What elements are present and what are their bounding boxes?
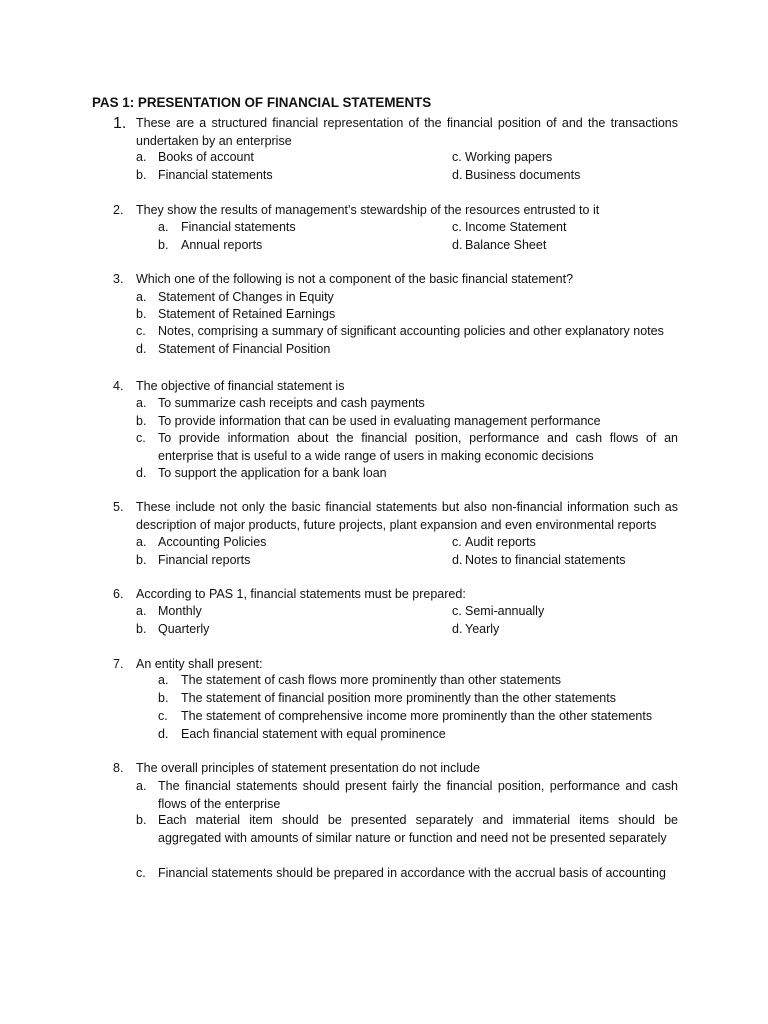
option-letter: a.	[158, 673, 169, 687]
option-letter: b.	[136, 553, 147, 567]
option-letter: c.	[136, 866, 146, 880]
question-number: 8.	[113, 761, 124, 775]
option-letter: a.	[136, 604, 147, 618]
option-text: Statement of Changes in Equity	[158, 290, 334, 304]
option-letter: a.	[136, 779, 147, 793]
question-text: According to PAS 1, financial statements must be prepared:	[136, 587, 466, 601]
option-text: Notes, comprising a summary of significant accounting policies and other explanatory notes	[158, 324, 664, 338]
question-text: They show the results of management’s stewardship of the resources entrusted to it	[136, 203, 600, 217]
option-text: Financial statements	[181, 220, 296, 234]
option-text: Statement of Financial Position	[158, 342, 331, 356]
option-letter: d.	[136, 466, 147, 480]
option-text: The statement of comprehensive income more prominently than the other statements	[181, 709, 653, 723]
option-letter: d.	[452, 622, 463, 636]
question-number: 5.	[113, 500, 124, 514]
option-letter: b.	[136, 414, 147, 428]
option-text: Financial reports	[158, 553, 251, 567]
option-letter: d.	[452, 553, 463, 567]
option-letter: c.	[452, 535, 462, 549]
question-number: 2.	[113, 203, 124, 217]
option-letter: a.	[136, 396, 147, 410]
question-text: These include not only the basic financial statements but also non-financial information such as description of major products, future projects, plant expansion and even environmental reports	[136, 500, 678, 532]
option-text: Annual reports	[181, 238, 263, 252]
option-text: Financial statements should be prepared in accordance with the accrual basis of accounting	[158, 866, 666, 880]
option-text: Each material item should be presented separately and immaterial items should be aggregated with amounts of similar nature or function and need not be presented separately	[158, 813, 678, 845]
option-letter: b.	[136, 307, 147, 321]
option-letter: d.	[452, 238, 463, 252]
option-letter: a.	[136, 150, 147, 164]
question-text: These are a structured financial representation of the financial position of and the transactions undertaken by an enterprise	[136, 116, 678, 148]
question-text: The objective of financial statement is	[136, 379, 345, 393]
option-letter: a.	[158, 220, 169, 234]
option-letter: c.	[452, 604, 462, 618]
option-text: The financial statements should present fairly the financial position, performance and cash flows of the enterprise	[158, 779, 678, 811]
option-text: To support the application for a bank loan	[158, 466, 387, 480]
option-text: Income Statement	[465, 220, 567, 234]
question-number: 1.	[113, 115, 127, 132]
option-letter: b.	[158, 238, 169, 252]
option-text: Audit reports	[465, 535, 536, 549]
question-text: An entity shall present:	[136, 657, 263, 671]
option-letter: a.	[136, 535, 147, 549]
question-number: 7.	[113, 657, 124, 671]
option-text: The statement of cash flows more prominently than other statements	[181, 673, 562, 687]
option-text: Balance Sheet	[465, 238, 547, 252]
option-letter: a.	[136, 290, 147, 304]
option-text: Books of account	[158, 150, 254, 164]
option-text: To provide information about the financial position, performance and cash flows of an enterprise that is useful to a wide range of users in making economic decisions	[158, 431, 678, 463]
option-text: Statement of Retained Earnings	[158, 307, 336, 321]
option-text: The statement of financial position more prominently than the other statements	[181, 691, 616, 705]
option-letter: d.	[158, 727, 169, 741]
option-text: Notes to financial statements	[465, 553, 626, 567]
option-text: Accounting Policies	[158, 535, 267, 549]
option-letter: b.	[136, 813, 147, 827]
option-text: Semi-annually	[465, 604, 545, 618]
option-text: Working papers	[465, 150, 553, 164]
option-text: Monthly	[158, 604, 202, 618]
option-letter: d.	[452, 168, 463, 182]
option-text: To provide information that can be used in evaluating management performance	[158, 414, 601, 428]
option-letter: c.	[136, 324, 146, 338]
option-letter: c.	[452, 220, 462, 234]
option-letter: d.	[136, 342, 147, 356]
option-text: Financial statements	[158, 168, 273, 182]
option-text: Yearly	[465, 622, 500, 636]
option-letter: b.	[136, 168, 147, 182]
option-text: Each financial statement with equal prominence	[181, 727, 446, 741]
option-letter: b.	[158, 691, 169, 705]
option-text: Quarterly	[158, 622, 210, 636]
option-letter: b.	[136, 622, 147, 636]
option-text: To summarize cash receipts and cash payments	[158, 396, 425, 410]
option-letter: c.	[452, 150, 462, 164]
option-text: Business documents	[465, 168, 581, 182]
option-letter: c.	[136, 431, 146, 445]
question-number: 3.	[113, 272, 124, 286]
question-text: The overall principles of statement presentation do not include	[136, 761, 480, 775]
question-number: 4.	[113, 379, 124, 393]
question-number: 6.	[113, 587, 124, 601]
option-letter: c.	[158, 709, 168, 723]
document-title: PAS 1: PRESENTATION OF FINANCIAL STATEMENTS	[92, 95, 432, 110]
question-text: Which one of the following is not a component of the basic financial statement?	[136, 272, 574, 286]
